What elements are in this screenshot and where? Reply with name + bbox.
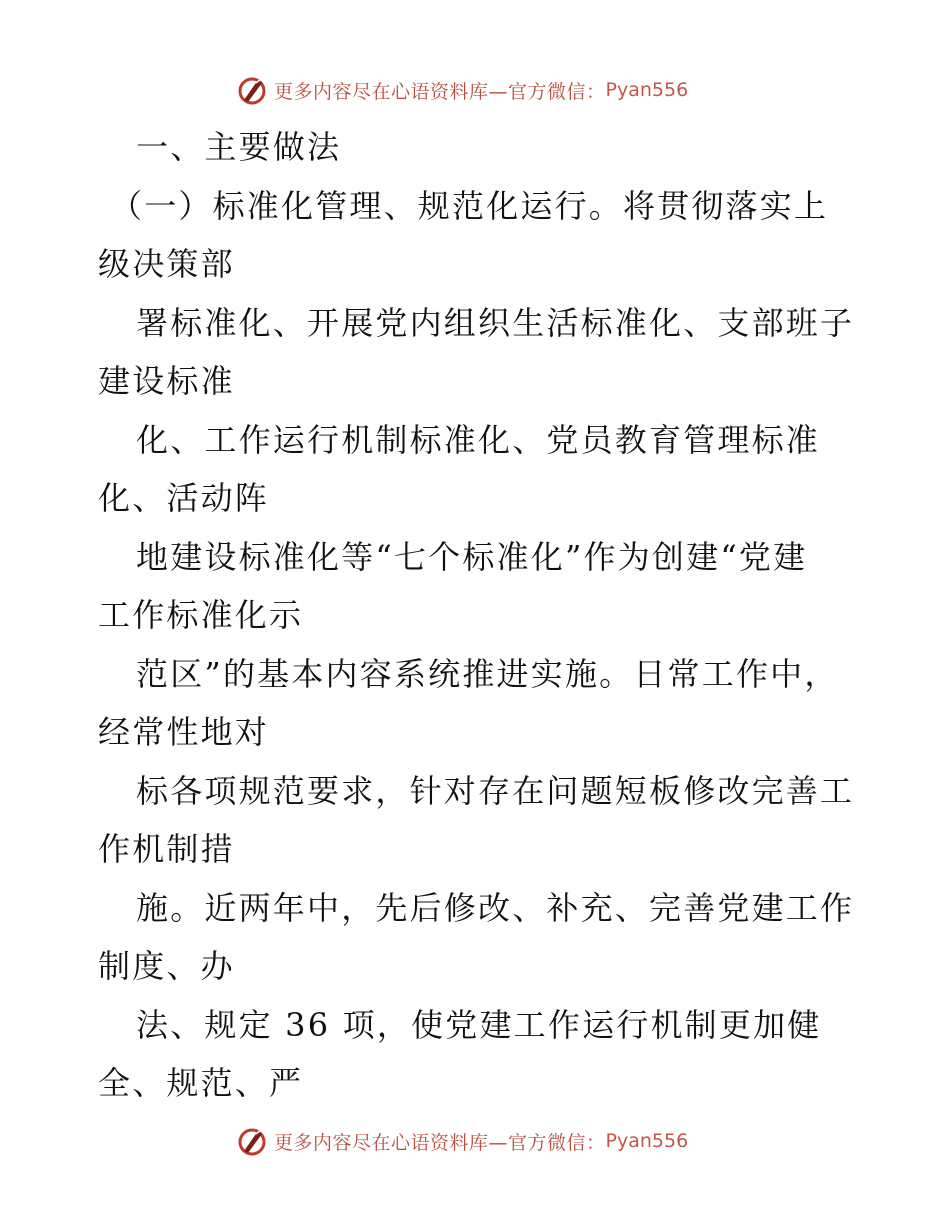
text-line: 全、规范、严 <box>98 1064 304 1102</box>
watermark-header <box>236 73 688 107</box>
text-line: （一）标准化管理、规范化运行。将贯彻落实上 <box>110 187 829 225</box>
text-line: 化、活动阵 <box>98 479 270 517</box>
text-line: 署标准化、开展党内组织生活标准化、支部班子 <box>136 304 855 342</box>
text-line: 范区”的基本内容系统推进实施。日常工作中， <box>136 655 839 693</box>
section-heading: 一、主要做法 <box>136 128 342 166</box>
text-line: 法、规定 36 项，使党建工作运行机制更加健 <box>136 1006 822 1044</box>
text-line: 建设标准 <box>98 362 235 400</box>
watermark-text: 更多内容尽在心语资料库—官方微信： <box>274 1131 606 1154</box>
watermark-wechat-id: Pyan556 <box>605 1130 689 1152</box>
watermark-footer <box>236 1124 688 1158</box>
text-line: 化、工作运行机制标准化、党员教育管理标准 <box>136 421 821 459</box>
text-line: 地建设标准化等“七个标准化”作为创建“党建 <box>136 538 808 576</box>
text-line: 经常性地对 <box>98 713 270 751</box>
text-line: 标各项规范要求，针对存在问题短板修改完善工 <box>136 772 855 810</box>
quill-pen-icon <box>236 74 268 106</box>
text-line: 级决策部 <box>98 245 235 283</box>
text-line: 工作标准化示 <box>98 596 304 634</box>
quill-pen-icon <box>236 1125 268 1157</box>
text-line: 作机制措 <box>98 830 235 868</box>
text-line: 施。近两年中，先后修改、补充、完善党建工作 <box>136 889 855 927</box>
watermark-wechat-id: Pyan556 <box>605 79 689 101</box>
watermark-text: 更多内容尽在心语资料库—官方微信： <box>274 80 606 103</box>
text-line: 制度、办 <box>98 947 235 985</box>
